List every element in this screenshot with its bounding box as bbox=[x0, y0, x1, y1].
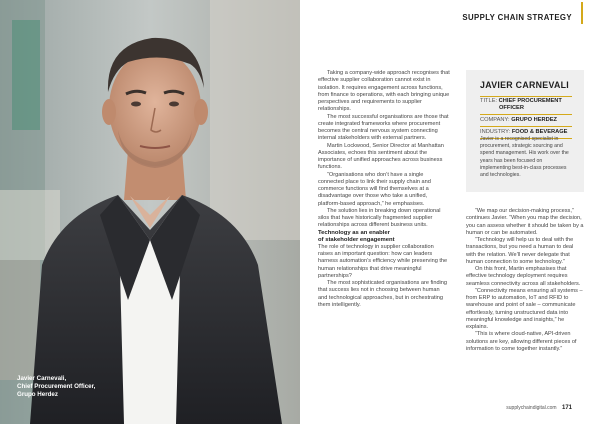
profile-bio: Javier is a recognised specialist in procurement, strategic sourcing and spend management. His work over the years has been focused on implementing best-in-class processes and technologies. bbox=[480, 136, 569, 179]
section-title: SUPPLY CHAIN STRATEGY bbox=[462, 13, 572, 22]
profile-industry-row bbox=[480, 129, 572, 136]
profile-company-row bbox=[480, 117, 572, 124]
paragraph: “Connectivity means ensuring all systems – from ERP to automation, IoT and RFID to warehouse and point of sale – communicate effortlessly, turning unstructured data into meaningful knowledge and insights,” he explains. bbox=[466, 287, 583, 330]
title-value-cont: OFFICER bbox=[499, 105, 524, 111]
profile-title-row bbox=[480, 98, 572, 112]
paragraph: The most sophisticated organisations are finding that success lies not in choosing between human and technological approaches, but in orchestrating them intelligently. bbox=[318, 280, 448, 308]
paragraph: “This is where cloud-native, API-driven solutions are key, allowing different pieces of information to come together instantly.” bbox=[466, 331, 577, 352]
section-accent-bar bbox=[581, 2, 583, 24]
subheading bbox=[318, 230, 450, 244]
subheading-line-1: Technology as an enabler bbox=[318, 229, 390, 236]
subheading-line-2: of stakeholder engagement bbox=[318, 236, 395, 243]
paragraph: Taking a company-wide approach recognises that effective supplier collaboration cannot exist in isolation. It requires engagement across functions, from finance to operations, with each bringing unique perspectives and requirements to supplier relationships. bbox=[318, 70, 450, 113]
title-value: CHIEF PROCUREMENT bbox=[498, 98, 562, 104]
article-column-1 bbox=[318, 70, 450, 309]
divider bbox=[480, 96, 572, 97]
paragraph: The solution lies in breaking down operational silos that have historically fragmented supplier relationships across different business units. bbox=[318, 207, 441, 229]
paragraph: On this front, Martin emphasises that effective technology deployment requires seamless connectivity across all stakeholders. bbox=[466, 266, 581, 287]
divider bbox=[480, 114, 572, 115]
caption-role: Chief Procurement Officer, bbox=[17, 383, 96, 391]
page-footer bbox=[506, 405, 572, 411]
industry-label: INDUSTRY: bbox=[480, 129, 511, 135]
profile-name: JAVIER CARNEVALI bbox=[480, 80, 570, 90]
paragraph: “Technology will help us to deal with the transactions, but you need a human to deal with the relation. We’ll never delegate that human connection to some technology.” bbox=[466, 237, 574, 265]
paragraph: “We map our decision-making process,” continues Javier. “When you map the decision, you can assess whether it should be taken by a human or can be automated. bbox=[466, 208, 584, 236]
title-label: TITLE: bbox=[480, 98, 498, 104]
industry-value: FOOD & BEVERAGE bbox=[511, 129, 568, 135]
photo-caption bbox=[17, 375, 95, 400]
divider bbox=[480, 126, 572, 127]
caption-name: Javier Carnevali, bbox=[17, 375, 67, 382]
footer-url: supplychaindigital.com bbox=[506, 405, 557, 411]
article-column-2 bbox=[466, 208, 584, 353]
page-number: 171 bbox=[561, 405, 572, 411]
paragraph: Martin Lockwood, Senior Director at Manhattan Associates, echoes this sentiment about the importance of unified approaches across business functions. bbox=[318, 142, 444, 171]
paragraph: “Organisations who don’t have a single connected place to link their supply chain and commerce functions will find themselves at a disadvantage over those who take a unified, platform-based approach,” he emphasises. bbox=[318, 171, 431, 207]
company-value: GRUPO HERDEZ bbox=[511, 117, 558, 123]
paragraph: The most successful organisations are those that create integrated frameworks where procurement becomes the central nervous system connecting internal stakeholders with external partners. bbox=[318, 113, 449, 142]
company-label: COMPANY: bbox=[480, 117, 510, 123]
paragraph: The role of technology in supplier collaboration raises an important question: how can leaders harness automation’s efficiency while preserving the human relationships that drive meaningful partnerships? bbox=[318, 243, 448, 279]
caption-company: Grupo Herdez bbox=[17, 391, 58, 399]
